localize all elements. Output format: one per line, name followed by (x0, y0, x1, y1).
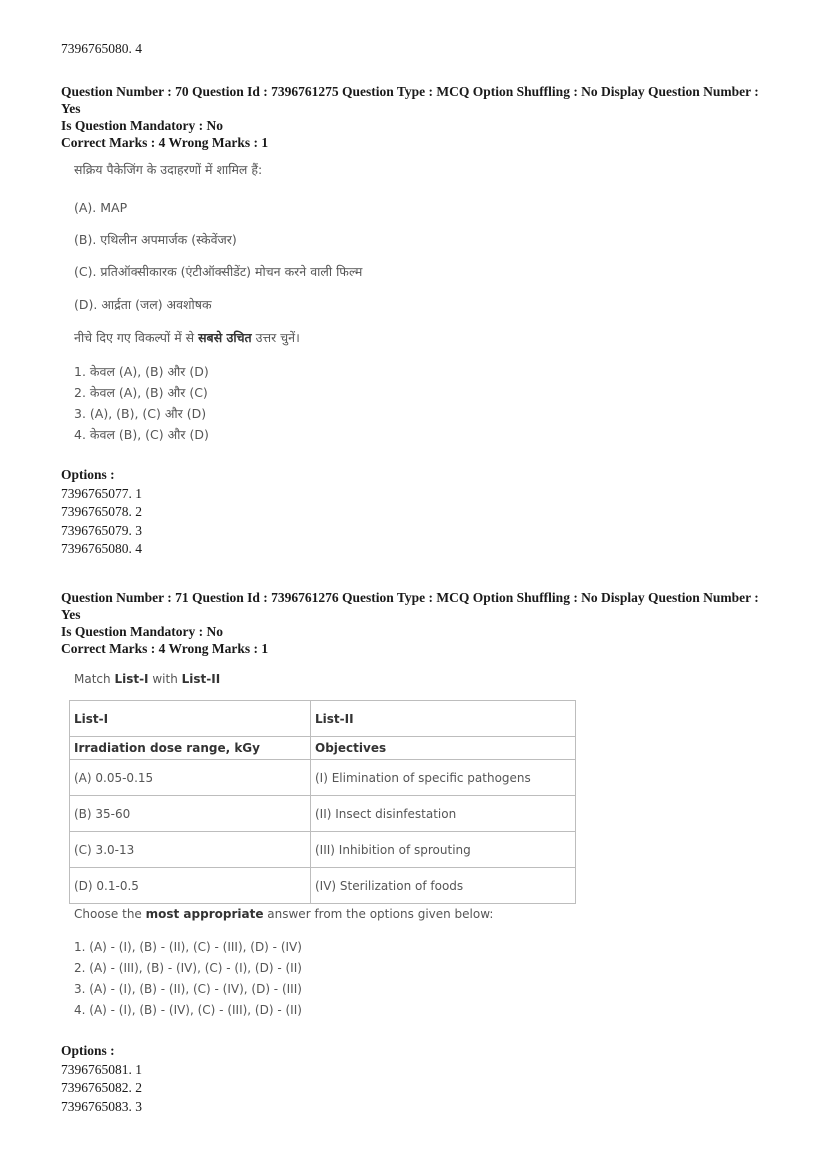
table-row (70, 868, 576, 904)
question-70-instruction: नीचे दिए गए विकल्पों में से सबसे उचित उत्तर चुनें। (74, 330, 300, 345)
question-71-meta (61, 589, 776, 657)
question-71-choice-4: 4. (A) - (I), (B) - (IV), (C) - (III), (D) - (II) (74, 1003, 302, 1017)
question-70-meta-line: Question Number : 70 Question Id : 7396761275 Question Type : MCQ Option Shuffling : No Display Question Number : Yes (61, 84, 759, 116)
question-71-meta-line: Question Number : 71 Question Id : 7396761276 Question Type : MCQ Option Shuffling : No Display Question Number : Yes (61, 590, 759, 622)
question-70-meta (61, 83, 776, 151)
question-71-options (61, 1042, 142, 1116)
table-cell: Objectives (311, 737, 576, 760)
question-70-choice-2: 2. केवल (A), (B) और (C) (74, 385, 208, 400)
table-header-row (70, 701, 576, 737)
question-70-item-c: (C). प्रतिऑक्सीकारक (एंटीऑक्सीडेंट) मोचन करने वाली फिल्म (74, 264, 363, 279)
table-cell: List-II (311, 701, 576, 737)
table-header-row (70, 737, 576, 760)
option-item: 7396765083. 3 (61, 1098, 142, 1114)
table-row (70, 760, 576, 796)
question-70-choice-3: 3. (A), (B), (C) और (D) (74, 406, 207, 421)
option-item: 7396765081. 1 (61, 1061, 142, 1077)
match-table (69, 700, 576, 904)
table-cell: (D) 0.1-0.5 (70, 868, 311, 904)
option-item: 7396765077. 1 (61, 485, 142, 501)
question-70-item-d: (D). आर्द्रता (जल) अवशोषक (74, 297, 212, 312)
table-cell: (I) Elimination of specific pathogens (311, 760, 576, 796)
table-row (70, 832, 576, 868)
table-cell: (B) 35-60 (70, 796, 311, 832)
question-71-mandatory: Is Question Mandatory : No (61, 624, 224, 639)
table-cell: (C) 3.0-13 (70, 832, 311, 868)
question-71-choice-2: 2. (A) - (III), (B) - (IV), (C) - (I), (D) - (II) (74, 961, 302, 975)
option-item: 7396765082. 2 (61, 1080, 142, 1095)
table-cell: Irradiation dose range, kGy (70, 737, 311, 760)
option-item: 7396765080. 4 (61, 541, 142, 556)
question-71-choice-3: 3. (A) - (I), (B) - (II), (C) - (IV), (D) - (III) (74, 982, 302, 996)
options-label: Options : (61, 1043, 115, 1058)
table-cell: (III) Inhibition of sprouting (311, 832, 576, 868)
table-cell: (II) Insect disinfestation (311, 796, 576, 832)
question-70-item-a: (A). MAP (74, 200, 128, 215)
question-70-marks: Correct Marks : 4 Wrong Marks : 1 (61, 135, 269, 150)
question-71-marks: Correct Marks : 4 Wrong Marks : 1 (61, 641, 269, 656)
table-cell: (A) 0.05-0.15 (70, 760, 311, 796)
table-cell: List-I (70, 701, 311, 737)
question-70-options (61, 466, 142, 559)
question-70-choice-4: 4. केवल (B), (C) और (D) (74, 427, 209, 442)
table-row (70, 796, 576, 832)
option-item: 7396765079. 3 (61, 522, 142, 538)
option-item: 7396765078. 2 (61, 504, 142, 519)
question-70-item-b: (B). एथिलीन अपमार्जक (स्केवेंजर) (74, 232, 237, 247)
question-70-choice-1: 1. केवल (A), (B) और (D) (74, 364, 209, 379)
question-70-stem: सक्रिय पैकेजिंग के उदाहरणों में शामिल हैं: (74, 162, 263, 177)
previous-option-line: 7396765080. 4 (61, 41, 142, 56)
table-cell: (IV) Sterilization of foods (311, 868, 576, 904)
question-70-mandatory: Is Question Mandatory : No (61, 118, 224, 133)
question-71-choice-1: 1. (A) - (I), (B) - (II), (C) - (III), (D) - (IV) (74, 940, 302, 954)
question-71-instruction: Choose the most appropriate answer from the options given below: (74, 907, 494, 921)
options-label: Options : (61, 467, 115, 482)
